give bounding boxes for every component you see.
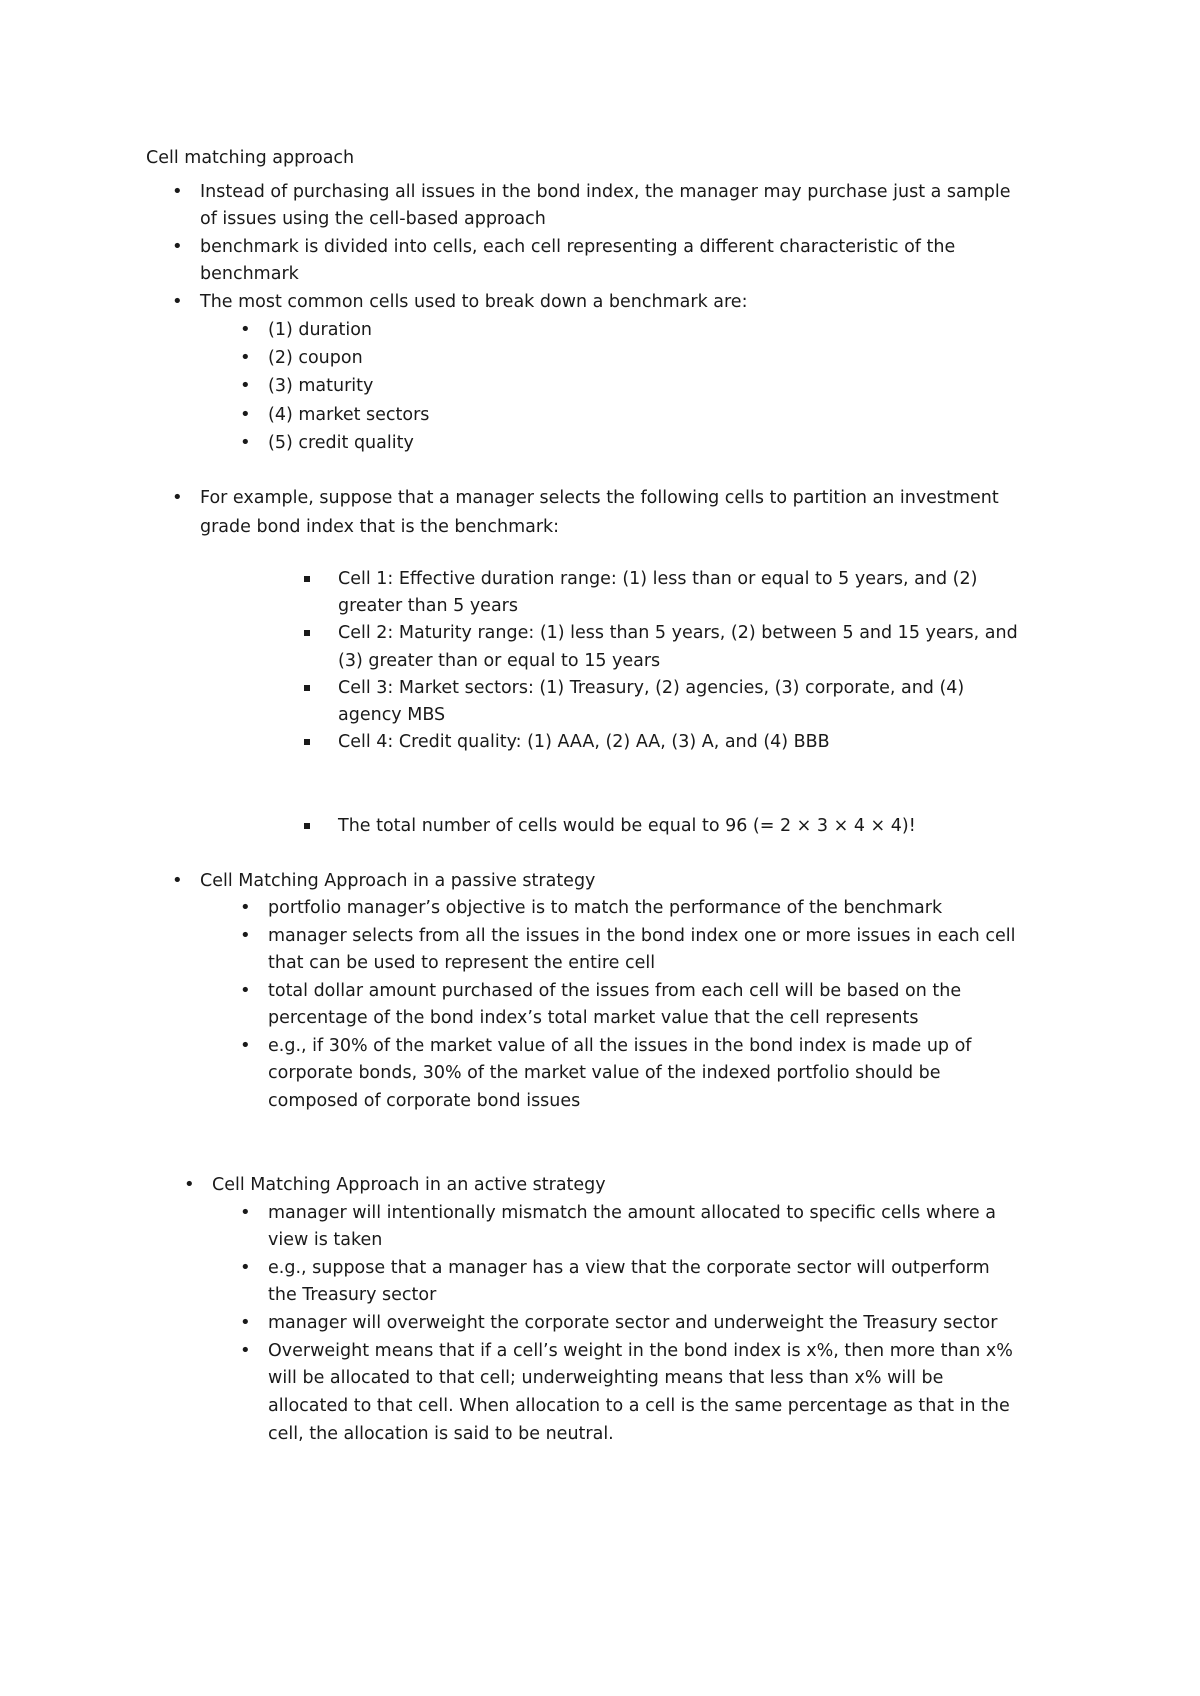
bullet-icon: • [240,319,251,340]
bullet-icon: • [172,291,183,312]
bullet-icon: • [240,432,251,453]
bullet-icon: • [240,1202,251,1223]
bullet-icon: • [240,1340,251,1361]
bullet-icon: • [240,980,251,1001]
bullet-icon: • [240,404,251,425]
bullet-icon: • [172,870,183,891]
square-bullet-icon [304,823,310,829]
bullet-icon: • [240,897,251,918]
bullet-icon: • [240,1257,251,1278]
bullet-icon: • [172,487,183,508]
bullet-icon: • [240,347,251,368]
square-bullet-icon [304,576,310,582]
bullet-icon: • [172,181,183,202]
document-page: Cell matching approach • Instead of purchasing all issues in the bond index, the manager may purchase just a sample of issues using the cell-based approach • benchmark is divided into cells, each cell representing a different characteristic of the benchmark • The most common cells used to break down a benchmark are: • (1) duration • (2) coupon • (3) maturity • (4) market sectors • (5) credit quality • For example, suppose that a manager selects the following cells to partition an investment grade bond index that is the benchmark: Cell 1: Effective duration range: (1) less than or equal to 5 years, and (2) greater than 5 years Cell 2: Maturity range: (1) less than 5 years, (2) between 5 and 15 years, and (3) greater than or equal to 15 years Cell 3: Market sectors: (1) Treasury, (2) agencies, (3) corporate, and (4) agency MBS Cell 4: Credit quality: (1) AAA, (2) AA, (3) A, and (4) BBB The total number of cells would be equal to 96 (= 2 × 3 × 4 × 4)! • Cell Matching Approach in a passive strategy • portfolio manager’s objective is to match the performance of the benchmark • manager selects from all the issues in the bond index one or more issues in each cell that can be used to represent the entire cell • total dollar amount purchased of the issues from each cell will be based on the percentage of the bond index’s total market value that the cell represents • e.g., if 30% of the market value of all the issues in the bond index is made up of corporate bonds, 30% of the market value of the indexed portfolio should be composed of corporate bond issues • Cell Matching Approach in an active strategy • manager will intentionally mismatch the amount allocated to specific cells where a view is taken • e.g., suppose that a manager has a view that the corporate sector will outperform the Treasury sector • manager will overweight the corporate sector and underweight the Treasury sector • Overweight means that if a cell’s weight in the bond index is x%, then more than x% will be allocated to that cell; underweighting means that less than x% will be allocated to that cell. When allocation to a cell is the same percentage as that in the cell, the allocation is said to be neutral. [146,148,1018,1444]
bullet-icon: • [240,1035,251,1056]
bullet-icon: • [184,1174,195,1195]
bullet-icon: • [240,375,251,396]
square-bullet-icon [304,630,310,636]
square-bullet-icon [304,685,310,691]
bullet-icon: • [172,236,183,257]
bullet-icon: • [240,1312,251,1333]
bullet-icon: • [240,925,251,946]
page-title: Cell matching approach [146,148,355,168]
square-bullet-icon [304,739,310,745]
